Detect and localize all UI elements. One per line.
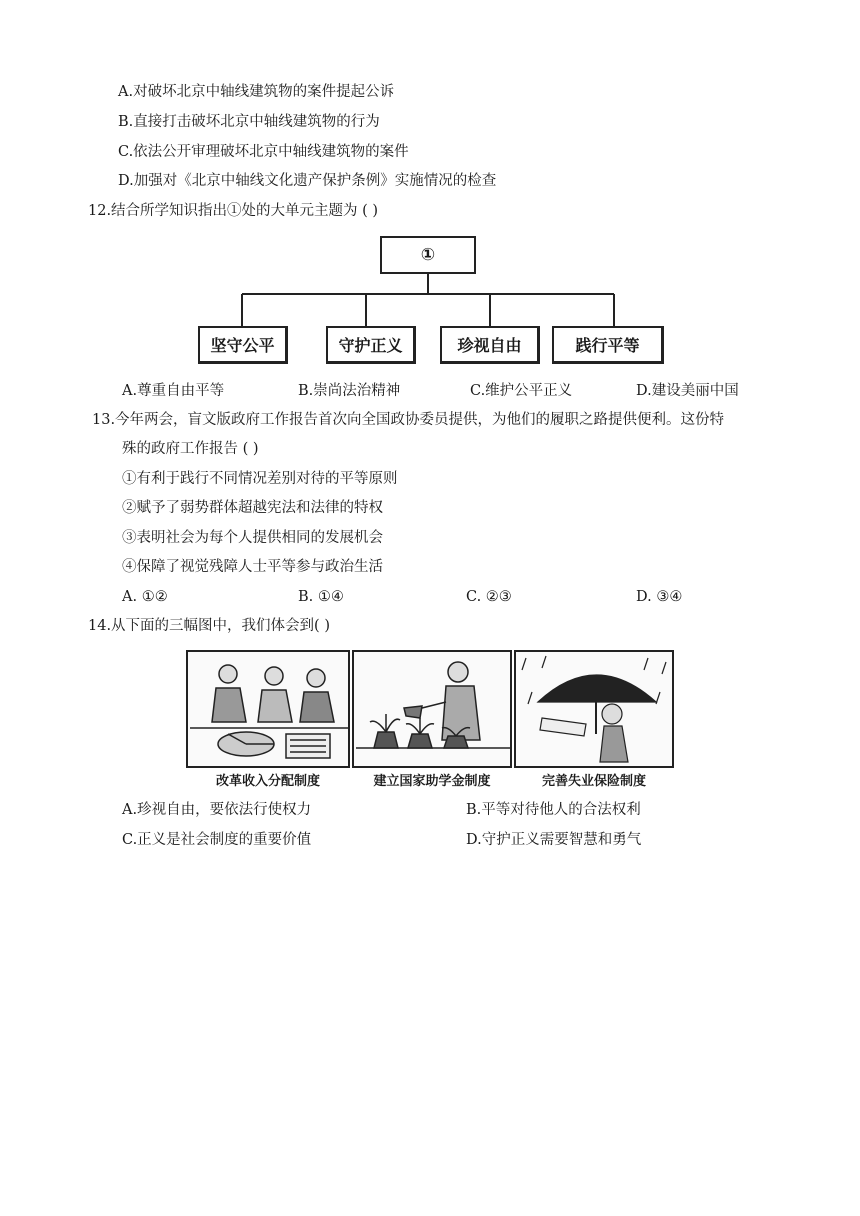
q13-option-d: D. ③④ (636, 589, 683, 605)
q14-option-b: B.平等对待他人的合法权利 (466, 802, 641, 818)
student-aid-illustration (354, 652, 512, 768)
q12-option-d: D.建设美丽中国 (636, 383, 739, 399)
caption-income: 改革收入分配制度 (215, 774, 320, 789)
comic-panel-unemployment (514, 650, 674, 768)
q12-tree-diagram (190, 232, 670, 368)
q13-stem-line2: 殊的政府工作报告 ( ) (122, 441, 259, 457)
q14-option-c: C.正义是社会制度的重要价值 (122, 832, 312, 848)
q13-stem-line1: 13.今年两会，盲文版政府工作报告首次向全国政协委员提供，为他们的履职之路提供便利。这份特 (92, 412, 725, 428)
diagram-box-freedom: 珍视自由 (440, 326, 540, 364)
q11-option-b: B.直接打击破坏北京中轴线建筑物的行为 (118, 114, 380, 130)
q11-option-d: D.加强对《北京中轴线文化遗产保护条例》实施情况的检查 (118, 173, 497, 189)
q13-option-c: C. ②③ (466, 589, 512, 605)
q13-statement-2: ②赋予了弱势群体超越宪法和法律的特权 (122, 500, 383, 516)
q13-statement-3: ③表明社会为每个人提供相同的发展机会 (122, 530, 383, 546)
q12-option-b: B.崇尚法治精神 (298, 383, 401, 399)
q13-statement-4: ④保障了视觉残障人士平等参与政治生活 (122, 559, 383, 575)
diagram-box-justice: 守护正义 (326, 326, 416, 364)
q13-option-a: A. ①② (122, 589, 168, 605)
q14-stem: 14.从下面的三幅图中，我们体会到( ) (88, 618, 330, 634)
caption-unemployment: 完善失业保险制度 (541, 774, 646, 789)
income-distribution-illustration (188, 652, 350, 768)
q14-option-d: D.守护正义需要智慧和勇气 (466, 832, 642, 848)
umbrella-insurance-illustration (516, 652, 674, 768)
diagram-root-box: ① (380, 236, 476, 274)
q13-option-b: B. ①④ (298, 589, 344, 605)
diagram-box-equality: 践行平等 (552, 326, 664, 364)
q12-stem: 12.结合所学知识指出①处的大单元主题为 ( ) (88, 203, 379, 219)
comic-panel-income (186, 650, 350, 768)
q12-option-a: A.尊重自由平等 (122, 383, 225, 399)
comic-panel-student-aid (352, 650, 512, 768)
q14-comic-strip (186, 650, 676, 790)
q13-statement-1: ①有利于践行不同情况差别对待的平等原则 (122, 471, 398, 487)
diagram-box-fairness: 坚守公平 (198, 326, 288, 364)
caption-student-aid: 建立国家助学金制度 (373, 774, 491, 789)
q14-option-a: A.珍视自由，要依法行使权力 (122, 802, 312, 818)
q11-option-a: A.对破坏北京中轴线建筑物的案件提起公诉 (118, 84, 395, 100)
q11-option-c: C.依法公开审理破坏北京中轴线建筑物的案件 (118, 144, 409, 160)
q12-option-c: C.维护公平正义 (470, 383, 573, 399)
